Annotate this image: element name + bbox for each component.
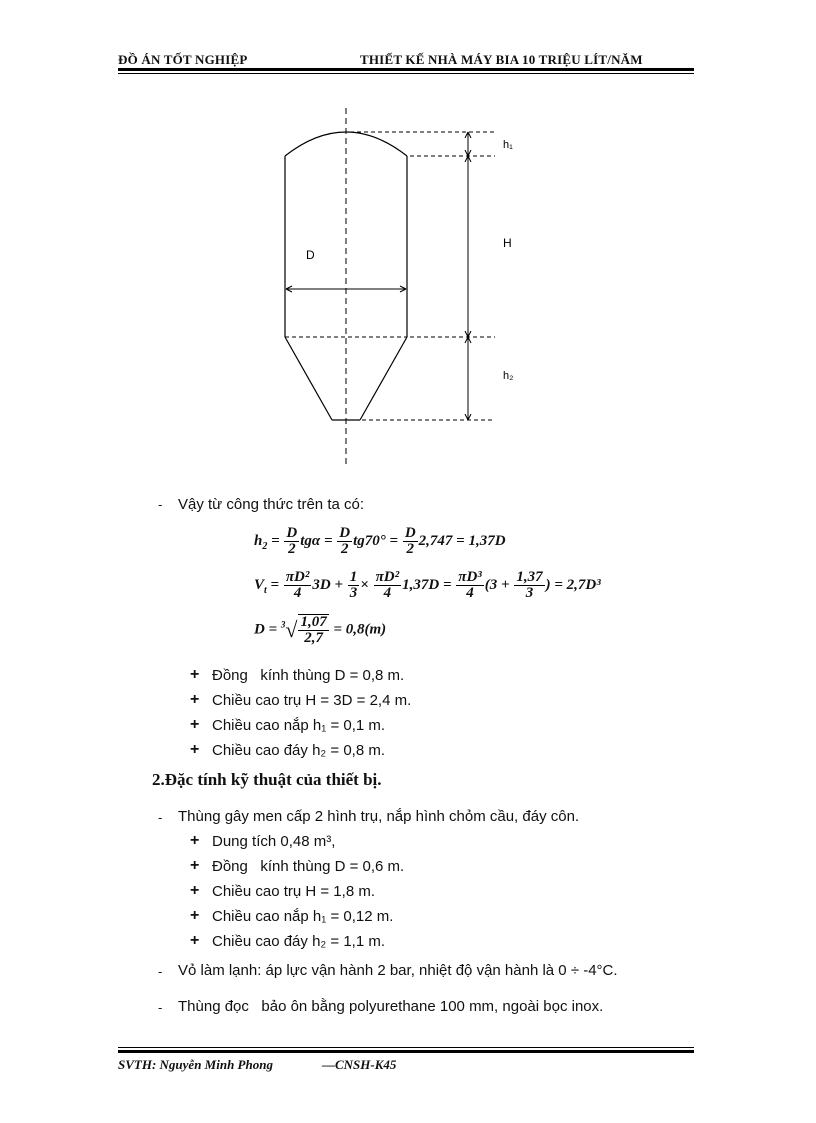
cooling-jacket-text: Vỏ làm lạnh: áp lực vận hành 2 bar, nhiệt độ vận hành là 0 ÷ -4°C. [178,962,618,979]
bullet-dash: - [158,1000,163,1015]
tank-description: Thùng gây men cấp 2 hình trụ, nắp hình chỏm cầu, đáy côn. [178,808,580,825]
section-title: 2.Đặc tính kỹ thuật của thiết bị. [152,770,382,789]
footer-class: —CNSH-K45 [322,1057,397,1072]
insulation-text: Thùng đọc bảo ôn bằng polyurethane 100 mm, ngoài bọc inox. [178,998,604,1015]
header-rule-thin [118,73,694,74]
intro-line: Vậy từ công thức trên ta có: [178,496,365,513]
cone-right [360,337,407,420]
formula-diameter: D = $^3$√ $\frac{1,07}{2,7}$ = 0,8(m) [254,614,387,646]
bullet-dash: - [158,964,163,979]
formula-volume: $V_t$ = $\frac{\text{πD²}}{4}$ 3D + $\frac{1}{3}$ × $\frac{\text{πD²}}{4}$ 1,37D = $\frac{\text{πD³}}{4}$ (3 + $\frac{1,37}{3}$ ) = 2,7D³ [254,569,601,601]
footer-rule-thin [118,1047,694,1048]
label-h1: h₁ [503,139,513,151]
footer-student: SVTH: Nguyễn Minh Phong [118,1057,273,1072]
label-D: D [306,248,315,262]
tank-diagram [250,100,550,475]
header-rule-thick [118,68,694,71]
root-sign-icon: √ [285,617,298,642]
bullet-dash: - [158,497,163,512]
header-right: THIẾT KẾ NHÀ MÁY BIA 10 TRIỆU LÍT/NĂM [360,52,643,67]
header-left: ĐỒ ÁN TỐT NGHIỆP [118,52,248,67]
footer-rule-thick [118,1050,694,1053]
cone-left [285,337,332,420]
label-H: H [503,236,512,250]
bullet-dash: - [158,810,163,825]
formula-h2: $h_2$ = $\frac{D}{2}$ tgα = $\frac{D}{2}$ tg70° = $\frac{D}{2}$ 2,747 = 1,37D [254,525,506,557]
label-h2: h₂ [503,370,514,382]
